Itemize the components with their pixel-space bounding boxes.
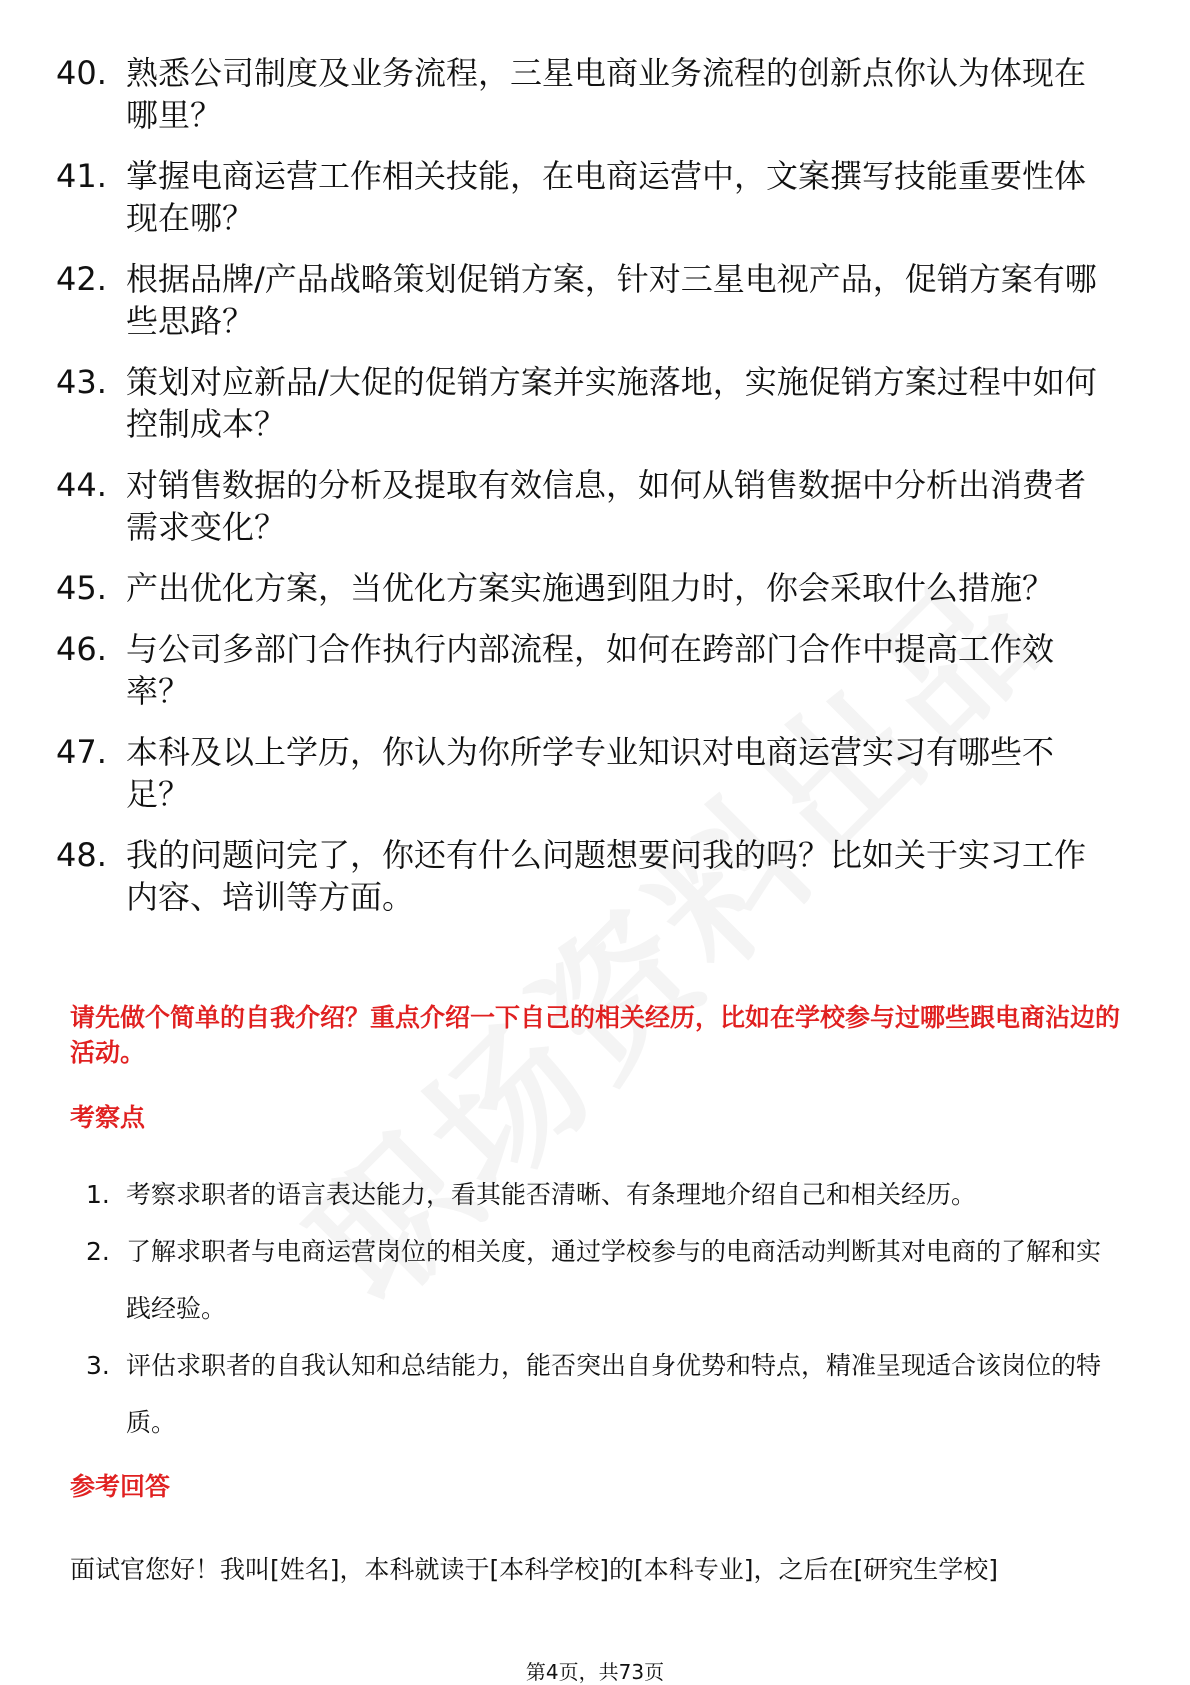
question-text: 掌握电商运营工作相关技能，在电商运营中，文案撰写技能重要性体现在哪？ [126, 157, 1087, 237]
question-number: 46. [56, 630, 107, 668]
assessment-number: 2. [86, 1237, 110, 1266]
question-item [56, 258, 1116, 342]
assessment-number: 1. [86, 1180, 110, 1209]
question-list [56, 52, 1116, 937]
question-number: 48. [56, 836, 107, 874]
question-text: 策划对应新品/大促的促销方案并实施落地，实施促销方案过程中如何控制成本？ [126, 363, 1097, 443]
question-item [56, 155, 1116, 239]
assessment-list [70, 1166, 1120, 1451]
reference-heading: 参考回答 [70, 1472, 171, 1501]
question-item [56, 464, 1116, 548]
question-number: 47. [56, 733, 107, 771]
assessment-item [70, 1337, 1120, 1451]
question-text: 对销售数据的分析及提取有效信息，如何从销售数据中分析出消费者需求变化？ [126, 466, 1087, 546]
question-number: 42. [56, 260, 107, 298]
question-text: 本科及以上学历，你认为你所学专业知识对电商运营实习有哪些不足？ [126, 733, 1055, 813]
question-number: 45. [56, 569, 107, 607]
assessment-item [70, 1223, 1120, 1337]
question-item [56, 834, 1116, 918]
question-item [56, 628, 1116, 712]
question-text: 根据品牌/产品战略策划促销方案，针对三星电视产品，促销方案有哪些思路？ [126, 260, 1097, 340]
page-footer: 第4页，共73页 [525, 1660, 665, 1684]
question-item [56, 731, 1116, 815]
assessment-text: 评估求职者的自我认知和总结能力，能否突出自身优势和特点，精准呈现适合该岗位的特质。 [126, 1351, 1102, 1437]
question-number: 43. [56, 363, 107, 401]
question-item [56, 52, 1116, 136]
question-number: 40. [56, 54, 107, 92]
question-text: 与公司多部门合作执行内部流程，如何在跨部门合作中提高工作效率？ [126, 630, 1055, 710]
reference-answer: 面试官您好！我叫[姓名]，本科就读于[本科学校]的[本科专业]，之后在[研究生学校] [70, 1555, 999, 1584]
assessment-text: 了解求职者与电商运营岗位的相关度，通过学校参与的电商活动判断其对电商的了解和实践经验。 [126, 1237, 1102, 1323]
question-text: 产出优化方案，当优化方案实施遇到阻力时，你会采取什么措施？ [126, 569, 1055, 607]
assessment-heading: 考察点 [70, 1103, 146, 1132]
assessment-text: 考察求职者的语言表达能力，看其能否清晰、有条理地介绍自己和相关经历。 [126, 1180, 977, 1209]
highlight-question: 请先做个简单的自我介绍？重点介绍一下自己的相关经历，比如在学校参与过哪些跟电商沾边的活动。 [70, 1003, 1121, 1067]
assessment-item [70, 1166, 1120, 1223]
assessment-number: 3. [86, 1351, 110, 1380]
question-number: 41. [56, 157, 107, 195]
question-number: 44. [56, 466, 107, 504]
question-item [56, 361, 1116, 445]
question-text: 我的问题问完了，你还有什么问题想要问我的吗？比如关于实习工作内容、培训等方面。 [126, 836, 1087, 916]
question-item [56, 567, 1116, 609]
question-text: 熟悉公司制度及业务流程，三星电商业务流程的创新点你认为体现在哪里？ [126, 54, 1087, 134]
